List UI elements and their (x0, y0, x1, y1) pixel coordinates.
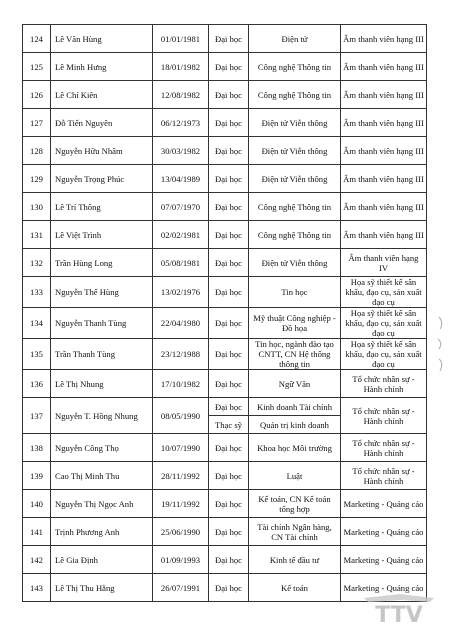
full-name: Lê Thị Thu Hằng (51, 574, 153, 602)
major: Quản trị kinh doanh (249, 416, 341, 434)
row-number: 143 (23, 574, 51, 602)
full-name: Nguyễn Thế Hùng (51, 277, 153, 308)
position: Họa sỹ thiết kế sân khấu, đạo cụ, sản xuất đạo cụ (341, 277, 427, 308)
table-row (23, 249, 427, 277)
date-of-birth: 17/10/1982 (153, 370, 209, 398)
full-name: Lê Văn Hùng (51, 25, 153, 53)
position: Âm thanh viên hạng III (341, 193, 427, 221)
table-row (23, 398, 427, 416)
row-number: 125 (23, 53, 51, 81)
degree: Đại học (209, 221, 249, 249)
table-row (23, 109, 427, 137)
degree: Đại học (209, 81, 249, 109)
full-name: Lê Việt Trình (51, 221, 153, 249)
position: Âm thanh viên hạng III (341, 137, 427, 165)
full-name: Trần Hùng Long (51, 249, 153, 277)
position: Tổ chức nhân sự - Hành chính (341, 398, 427, 434)
date-of-birth: 06/12/1973 (153, 109, 209, 137)
degree: Đại học (209, 137, 249, 165)
degree: Đại học (209, 462, 249, 490)
major: Tài chính Ngân hàng, CN Tài chính (249, 518, 341, 546)
degree: Đại học (209, 165, 249, 193)
watermark-text: TTV (375, 603, 423, 628)
major: Điện tử Viễn thông (249, 109, 341, 137)
degree: Đại học (209, 193, 249, 221)
table-row (23, 221, 427, 249)
full-name: Trịnh Phương Anh (51, 518, 153, 546)
row-number: 134 (23, 308, 51, 339)
position: Marketing - Quảng cáo (341, 518, 427, 546)
degree: Đại học (209, 574, 249, 602)
staff-table (22, 24, 427, 602)
degree: Đại học (209, 434, 249, 462)
full-name: Nguyễn Thị Ngọc Anh (51, 490, 153, 518)
degree: Đại học (209, 25, 249, 53)
position: Tổ chức nhân sự - Hành chính (341, 462, 427, 490)
row-number: 131 (23, 221, 51, 249)
major: Luật (249, 462, 341, 490)
major: Điện tử Viễn thông (249, 165, 341, 193)
degree: Đại học (209, 398, 249, 416)
position: Marketing - Quảng cáo (341, 546, 427, 574)
row-number: 139 (23, 462, 51, 490)
major: Công nghệ Thông tin (249, 81, 341, 109)
degree: Đại học (209, 277, 249, 308)
date-of-birth: 25/06/1990 (153, 518, 209, 546)
position: Marketing - Quảng cáo (341, 490, 427, 518)
degree: Đại học (209, 546, 249, 574)
table-row (23, 370, 427, 398)
major: Điện tử Viễn thông (249, 249, 341, 277)
full-name: Lê Chí Kiên (51, 81, 153, 109)
staff-table-body (23, 25, 427, 602)
row-number: 135 (23, 339, 51, 370)
position: Họa sỹ thiết kế sân khấu, đạo cụ, sản xuất đạo cụ (341, 308, 427, 339)
date-of-birth: 08/05/1990 (153, 398, 209, 434)
position: Âm thanh viên hạng III (341, 53, 427, 81)
full-name: Nguyễn T. Hồng Nhung (51, 398, 153, 434)
row-number: 129 (23, 165, 51, 193)
major: Tin học, ngành đào tạo CNTT, CN Hệ thống thông tin (249, 339, 341, 370)
date-of-birth: 23/12/1988 (153, 339, 209, 370)
table-row (23, 193, 427, 221)
date-of-birth: 13/04/1989 (153, 165, 209, 193)
date-of-birth: 28/11/1992 (153, 462, 209, 490)
degree: Đại học (209, 308, 249, 339)
row-number: 141 (23, 518, 51, 546)
row-number: 124 (23, 25, 51, 53)
degree: Đại học (209, 109, 249, 137)
full-name: Lê Gia Định (51, 546, 153, 574)
table-row (23, 462, 427, 490)
table-row (23, 277, 427, 308)
major: Mỹ thuật Công nghiệp - Đồ họa (249, 308, 341, 339)
position: Âm thanh viên hạng IV (341, 249, 427, 277)
degree: Đại học (209, 370, 249, 398)
row-number: 133 (23, 277, 51, 308)
margin-handwriting-mark (436, 315, 446, 375)
table-row (23, 434, 427, 462)
major: Kế toán (249, 574, 341, 602)
degree: Đại học (209, 53, 249, 81)
full-name: Lê Trí Thông (51, 193, 153, 221)
document-page (22, 24, 426, 602)
major: Kinh tế đầu tư (249, 546, 341, 574)
position: Marketing - Quảng cáo (341, 574, 427, 602)
row-number: 142 (23, 546, 51, 574)
major: Ngữ Văn (249, 370, 341, 398)
table-row (23, 518, 427, 546)
table-row (23, 25, 427, 53)
full-name: Trần Thanh Tùng (51, 339, 153, 370)
table-row (23, 308, 427, 339)
row-number: 138 (23, 434, 51, 462)
table-row (23, 81, 427, 109)
full-name: Lê Minh Hưng (51, 53, 153, 81)
full-name: Nguyễn Công Thọ (51, 434, 153, 462)
date-of-birth: 01/01/1981 (153, 25, 209, 53)
position: Âm thanh viên hạng III (341, 81, 427, 109)
degree: Thạc sỹ (209, 416, 249, 434)
position: Họa sỹ thiết kế sân khấu, đạo cụ, sản xuất đạo cụ (341, 339, 427, 370)
major: Tin học (249, 277, 341, 308)
major: Khoa học Môi trường (249, 434, 341, 462)
date-of-birth: 22/04/1980 (153, 308, 209, 339)
major: Kế toán, CN Kế toán tổng hợp (249, 490, 341, 518)
table-row (23, 53, 427, 81)
major: Công nghệ Thông tin (249, 53, 341, 81)
full-name: Cao Thị Minh Thu (51, 462, 153, 490)
row-number: 128 (23, 137, 51, 165)
date-of-birth: 30/03/1982 (153, 137, 209, 165)
major: Điện tử Viễn thông (249, 137, 341, 165)
full-name: Nguyễn Thanh Tùng (51, 308, 153, 339)
date-of-birth: 10/07/1990 (153, 434, 209, 462)
position: Tổ chức nhân sự - Hành chính (341, 434, 427, 462)
row-number: 140 (23, 490, 51, 518)
degree: Đại học (209, 490, 249, 518)
date-of-birth: 18/01/1982 (153, 53, 209, 81)
full-name: Đỗ Tiến Nguyên (51, 109, 153, 137)
position: Âm thanh viên hạng III (341, 165, 427, 193)
position: Tổ chức nhân sự - Hành chính (341, 370, 427, 398)
degree: Đại học (209, 249, 249, 277)
major: Công nghệ Thông tin (249, 221, 341, 249)
ttv-watermark-logo (360, 588, 438, 628)
full-name: Nguyễn Trọng Phúc (51, 165, 153, 193)
position: Âm thanh viên hạng III (341, 221, 427, 249)
major: Điện tử (249, 25, 341, 53)
full-name: Lê Thị Nhung (51, 370, 153, 398)
date-of-birth: 05/08/1981 (153, 249, 209, 277)
degree: Đại học (209, 518, 249, 546)
position: Âm thanh viên hạng III (341, 109, 427, 137)
date-of-birth: 02/02/1981 (153, 221, 209, 249)
row-number: 126 (23, 81, 51, 109)
table-row (23, 339, 427, 370)
table-row (23, 490, 427, 518)
date-of-birth: 13/02/1976 (153, 277, 209, 308)
row-number: 137 (23, 398, 51, 434)
full-name: Nguyễn Hữu Nhâm (51, 137, 153, 165)
date-of-birth: 12/08/1982 (153, 81, 209, 109)
position: Âm thanh viên hạng III (341, 25, 427, 53)
table-row (23, 546, 427, 574)
date-of-birth: 01/09/1993 (153, 546, 209, 574)
row-number: 127 (23, 109, 51, 137)
degree: Đại học (209, 339, 249, 370)
row-number: 132 (23, 249, 51, 277)
row-number: 130 (23, 193, 51, 221)
row-number: 136 (23, 370, 51, 398)
table-row (23, 165, 427, 193)
date-of-birth: 26/07/1991 (153, 574, 209, 602)
date-of-birth: 07/07/1970 (153, 193, 209, 221)
major: Công nghệ Thông tin (249, 193, 341, 221)
table-row (23, 137, 427, 165)
major: Kinh doanh Tài chính (249, 398, 341, 416)
date-of-birth: 19/11/1992 (153, 490, 209, 518)
